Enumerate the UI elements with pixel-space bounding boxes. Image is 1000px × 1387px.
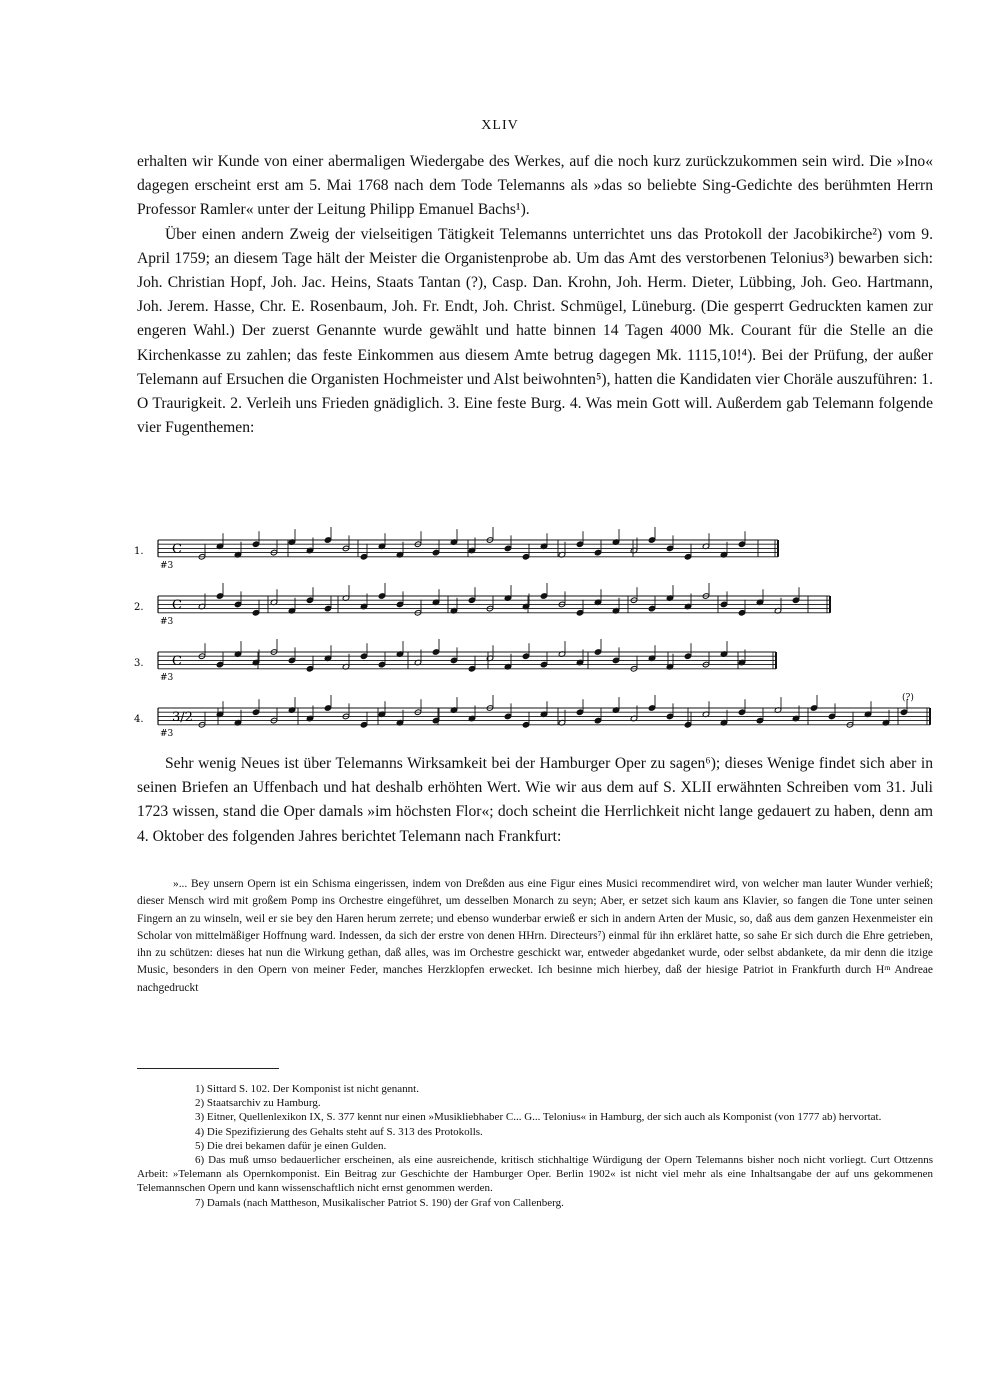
footnote-5: 5) Die drei bekamen dafür je einen Gulden. xyxy=(195,1139,387,1152)
theme-number: 1. xyxy=(134,546,144,557)
letter-quotation xyxy=(137,876,933,997)
theme-number: 4. xyxy=(134,714,144,725)
footnote-6: 6) Das muß umso bedauerlicher erscheinen, als eine ausreichende, kritisch stichhaltige Würdigung der Opern Telemanns bisher noch nicht vorliegt. Curt Ottzenns Arbeit: »Telemann als Opernkomponist. Ein Beitrag zur Geschichte der Hamburger Oper. Berlin 1902« ist nicht viel mehr als eine Inhaltsangabe der auf uns gekommenen Telemannschen Opern und kann wissenschaftlich nicht ernst genommen werden. xyxy=(137,1154,933,1195)
page-number: XLIV xyxy=(481,118,519,133)
time-signature: C xyxy=(172,598,182,613)
time-signature: 3/2 xyxy=(172,710,193,725)
time-signature: C xyxy=(172,542,182,557)
figured-bass-symbol: #3 xyxy=(160,617,174,627)
body-text-lower xyxy=(137,752,933,849)
footnote-7: 7) Damals (nach Mattheson, Musikalischer Patriot S. 190) der Graf von Callenberg. xyxy=(195,1196,564,1209)
figured-bass-symbol: #3 xyxy=(160,673,174,683)
figured-bass-symbol: #3 xyxy=(160,561,174,571)
footnote-1: 1) Sittard S. 102. Der Komponist ist nicht genannt. xyxy=(195,1083,419,1095)
quotation-text: »... Bey unsern Opern ist ein Schisma eingerissen, indem von Dreßden aus eine Figur eines Musici recommendiret wird, von welcher man lauter Wunder verhieß; dieser Mensch wird mit großem Pomp ins Orchestre eingeführet, um desselben Monarch zu seyn; Aber, er setzet sich kaum ans Klavier, so fangen die Tone unter seinen Fingern an zu winseln, weil er sie bey den Haren herum zerrete; und ebenso wunderbar erwieß er sich in andern Arten der Music, so, daß aus dem ganzen Hexenmeister ein Scholar von mittelmäßiger Hoffnung ward. Indessen, da sich der erstre von denen HHrn. Directeurs⁷) einmal für ihn erkläret hatte, so sahe Er sich durch die Ehre getrieben, ihn zu schützen: dieses hat nun die Wirkung gethan, daß alles, was im Orchestre geschickt war, entweder abgedanket wurde, oder selbst abdankete, da mir denn die itzige Music, besonders in den Opern von meiner Feder, manches Herzklopfen erwecket. Ich besinne mich hierbey, daß der hiesige Patriot in Frankfurth durch Hʳⁿ Andreae nachgedruckt xyxy=(137,878,933,994)
footnote-2: 2) Staatsarchiv zu Hamburg. xyxy=(195,1097,321,1110)
paragraph-oper: Sehr wenig Neues ist über Telemanns Wirksamkeit bei der Hamburger Oper zu sagen⁶); dieses Wenige findet sich aber in seinen Briefen an Uffenbach und hat deshalb erhöhten Wert. Wie wir aus dem auf S. XLII erwähnten Schreiben vom 31. Juli 1723 wissen, stand die Oper damals »im höchsten Flor«; doch scheint die Herrlichkeit nicht lange gedauert zu haben, denn am 4. Oktober des folgenden Jahres berichtet Telemann nach Frankfurt: xyxy=(137,755,933,845)
paragraph-bach-ino: erhalten wir Kunde von einer abermaligen Wiedergabe des Werkes, auf die noch kurz zurückzukommen sein wird. Die »Ino« dagegen erscheint erst am 5. Mai 1768 nach dem Tode Telemanns als »das so beliebte Sing-Gedichte des berühmten Herrn Professor Ramler« unter der Leitung Philipp Emanuel Bachs¹). xyxy=(137,153,933,219)
footnote-3: 3) Eitner, Quellenlexikon IX, S. 377 kennt nur einen »Musikliebhaber C... G... Telonius« in Hamburg, der sich auch als Komponist (von 1777 ab) hervortat. xyxy=(195,1111,882,1124)
figured-bass-symbol: #3 xyxy=(160,729,174,739)
body-text-upper xyxy=(137,150,933,440)
theme-number: 2. xyxy=(134,602,144,613)
query-mark: (?) xyxy=(902,693,914,703)
footnote-divider xyxy=(137,1068,279,1069)
fugue-themes-notation xyxy=(130,526,940,746)
theme-number: 3. xyxy=(134,658,144,669)
paragraph-organistenprobe: Über einen andern Zweig der vielseitigen Tätigkeit Telemanns unterrichtet uns das Protokoll der Jacobikirche²) vom 9. April 1759; an diesem Tage hält der Meister die Organistenprobe ab. Um das Amt des verstorbenen Telonius³) bewarben sich: Joh. Christian Hopf, Joh. Jac. Heins, Staats Tantan (?), Casp. Dan. Krohn, Joh. Herm. Dieter, Lübbing, Joh. Geo. Hartmann, Joh. Jerem. Hasse, Chr. E. Rosenbaum, Joh. Fr. Endt, Joh. Christ. Schmügel, Lüneburg. (Die gesperrt Gedruckten kamen zur engeren Wahl.) Der zuerst Genannte wurde gewählt und hatte binnen 14 Tagen 4000 Mk. Courant für die Stelle an die Kirchenkasse zu zahlen; das feste Einkommen aus diesem Amte betrug dagegen Mk. 1115,10!⁴). Bei der Prüfung, der außer Telemann auf Ersuchen die Organisten Hochmeister und Alst beiwohnten⁵), hatten die Kandidaten vier Choräle auszuführen: 1. O Traurigkeit. 2. Verleih uns Frieden gnädiglich. 3. Eine feste Burg. 4. Was mein Gott will. Außerdem gab Telemann folgende vier Fugenthemen: xyxy=(137,225,933,437)
footnotes xyxy=(137,1082,933,1210)
footnote-4: 4) Die Spezifizierung des Gehalts steht auf S. 313 des Protokolls. xyxy=(195,1125,483,1138)
time-signature: C xyxy=(172,654,182,669)
